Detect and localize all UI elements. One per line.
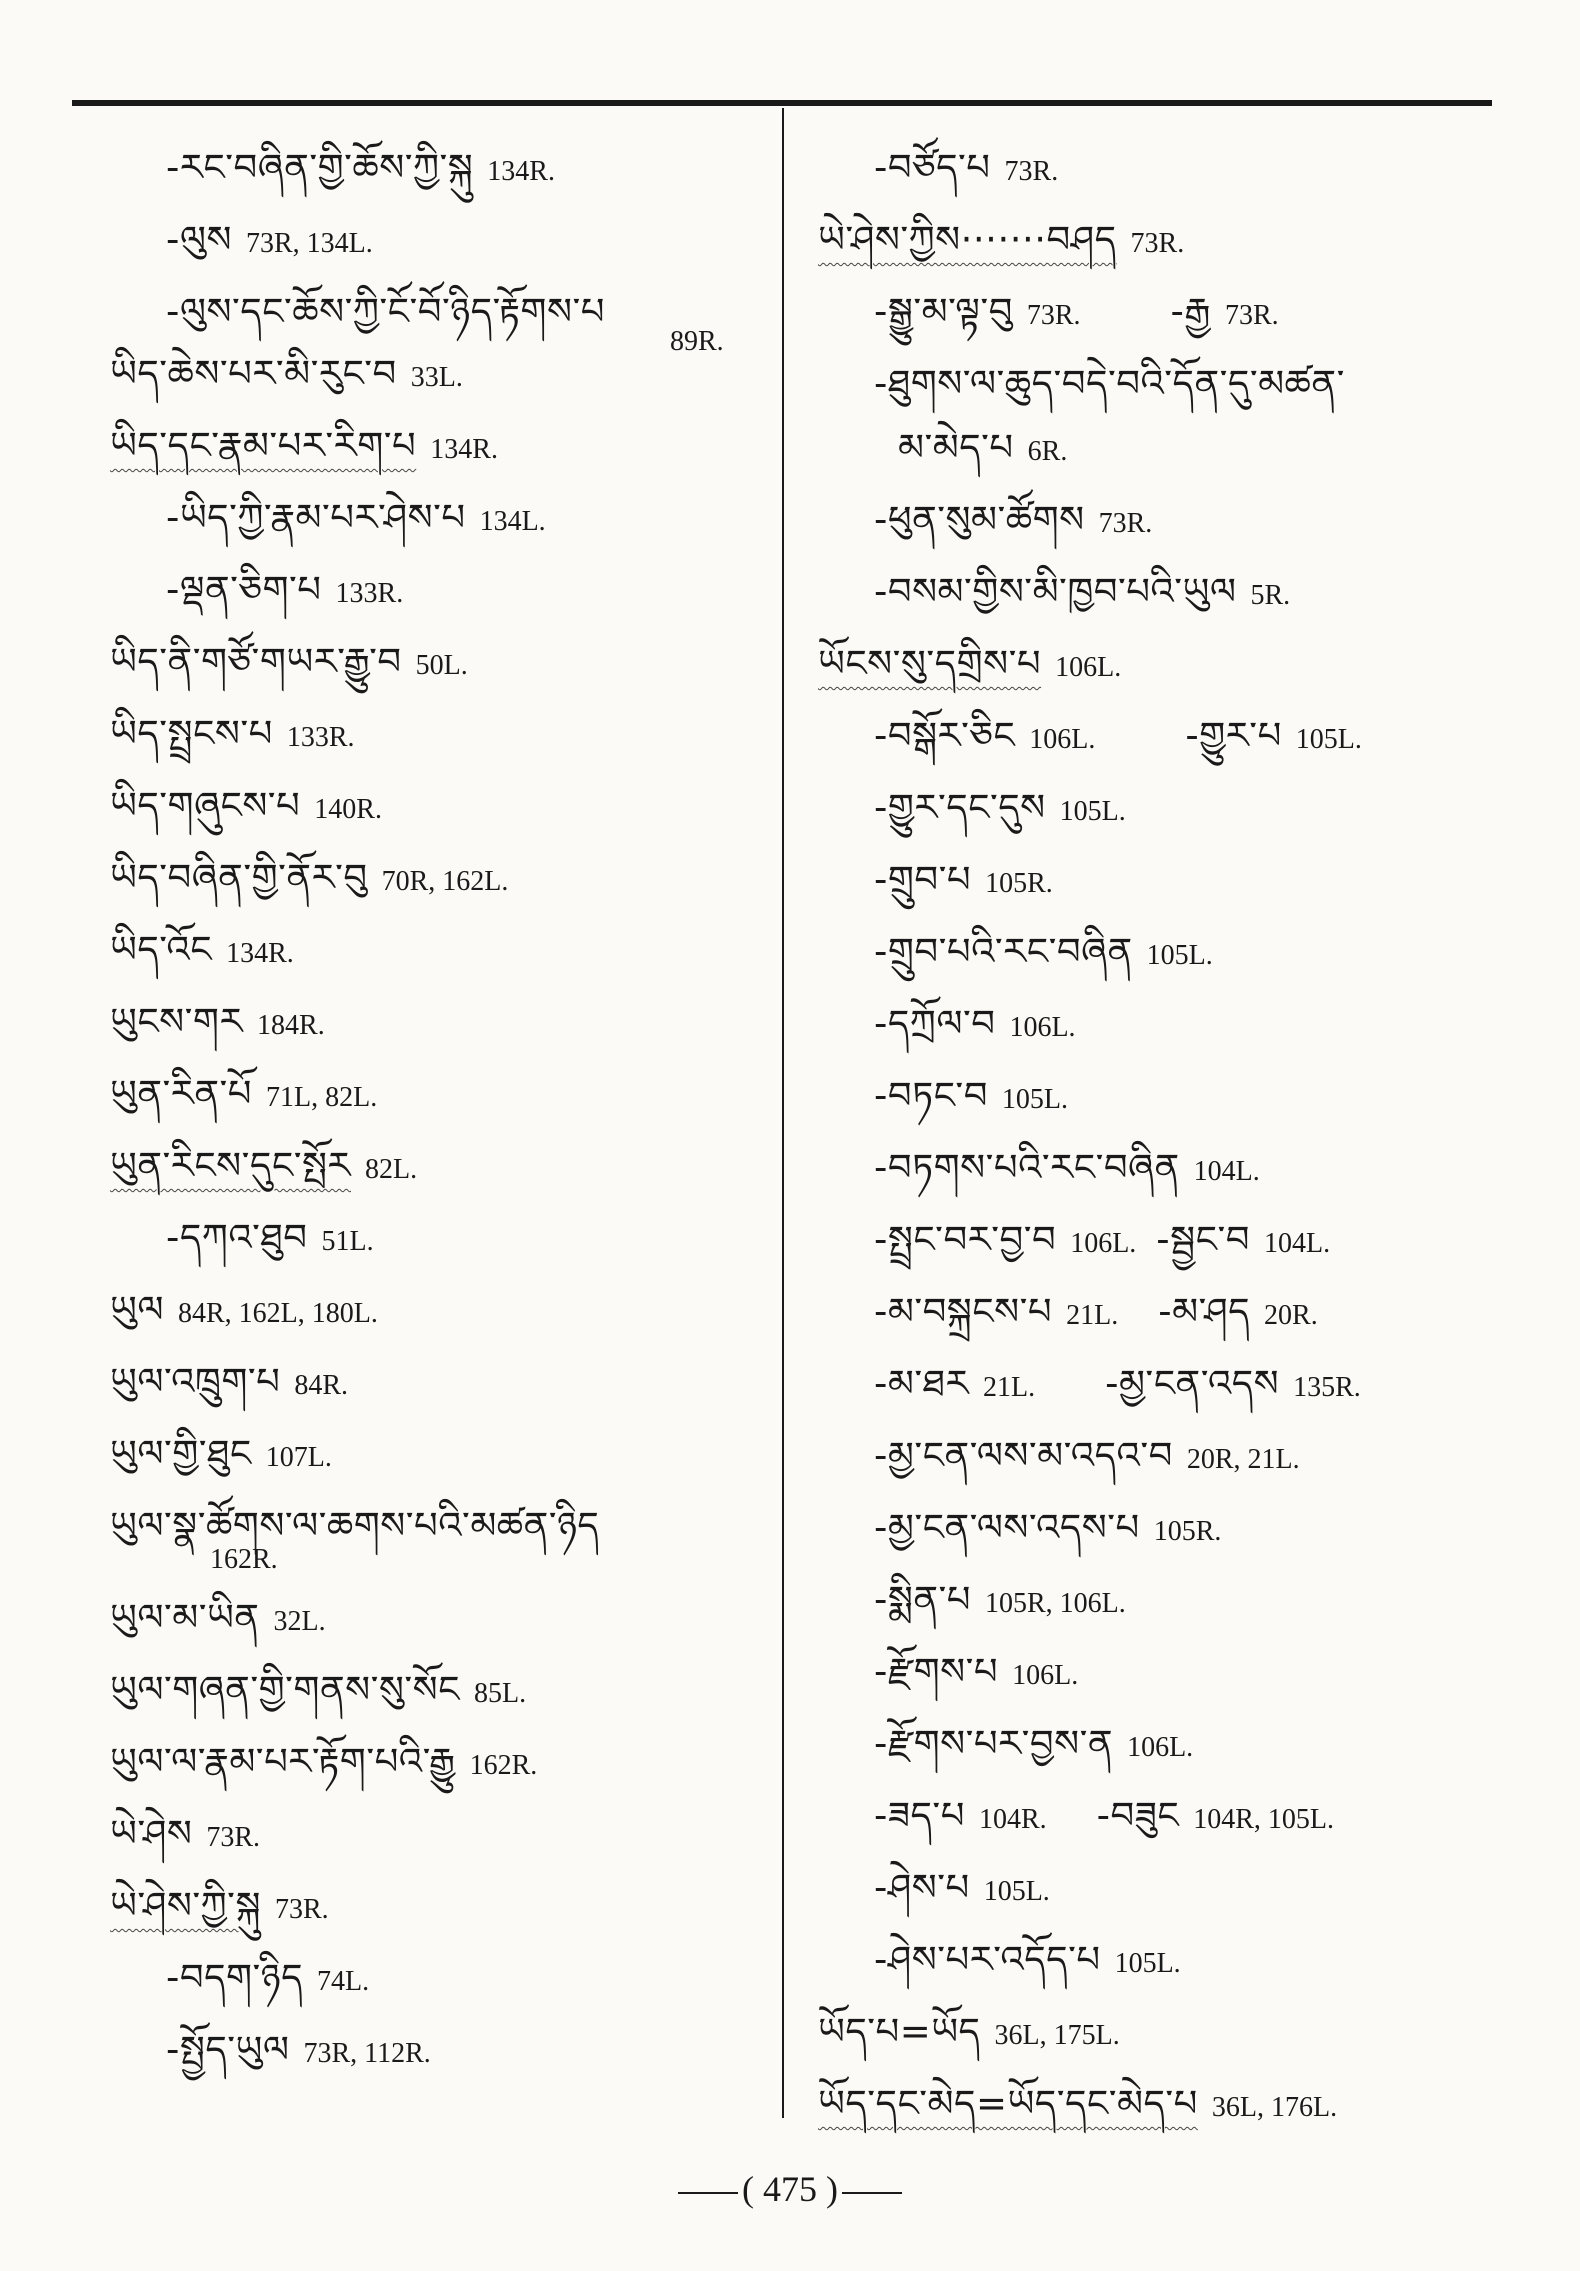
index-entry: ཡུལ་སྣ་ཚོགས་ལ་ཆགས་པའི་མཚན་ཉིད 162R. (110, 1504, 600, 1575)
index-entry: -ཐུགས་ལ་ཆུད་བདེ་བའི་དོན་དུ་མཚན་ (874, 362, 1345, 405)
index-entry: -རྫོགས་པ 106L. (874, 1650, 1079, 1693)
index-entry: ཡིད་གཞུངས་པ 140R. (110, 784, 382, 827)
column-divider (782, 108, 784, 2118)
index-entry: -གྱུར་དང་དུས 105L. (874, 786, 1126, 829)
page-number: ( 475 ) (0, 2168, 1580, 2210)
index-entry: -བསྒོར་ཅིང 106L. -གྱུར་པ 105L. (874, 714, 1362, 757)
index-entry: -ཡིད་ཀྱི་རྣམ་པར་ཤེས་པ 134L. (166, 496, 546, 539)
page-number-dash-left (678, 2192, 738, 2194)
index-entry: -ཤེས་པར་འདོད་པ 105L. (874, 1938, 1181, 1981)
index-entry: -ལྡན་ཅིག་པ 133R. (166, 568, 404, 611)
index-entry: -བཏང་བ 105L. (874, 1074, 1069, 1117)
index-entry: ཡོད་པ=ཡོད 36L, 175L. (818, 2010, 1120, 2053)
index-entry: ཡིད་ནི་གཙོ་གཡར་རྒྱུ་བ 50L. (110, 640, 468, 683)
index-entry: ཡུལ་འཁྲུག་པ 84R. (110, 1360, 349, 1403)
index-entry-continuation: མ་མེད་པ 6R. (898, 426, 1068, 469)
index-entry: -སྨིན་པ 105R, 106L. (874, 1578, 1126, 1621)
index-entry: ཡུན་རིན་པོ 71L, 82L. (110, 1072, 378, 1115)
index-entry: -ཟད་པ 104R. -བཟུང 104R, 105L. (874, 1794, 1334, 1837)
index-entry: -དཀྲོལ་བ 106L. (874, 1002, 1076, 1045)
index-entry: -མ་ཐར 21L. -མྱ་ངན་འདས 135R. (874, 1362, 1361, 1405)
index-entry: ཡུལ་མ་ཡིན 32L. (110, 1596, 326, 1639)
index-entry: ཡེ་ཤེས་ཀྱི་སྐུ 73R. (110, 1884, 329, 1927)
index-entry: -གྲུབ་པའི་རང་བཞིན 105L. (874, 930, 1213, 973)
index-entry: ཡིད་འོང 134R. (110, 928, 294, 971)
index-entry: ཡུན་རིངས་དུང་སྤོར 82L. (110, 1144, 418, 1187)
index-entry: -མ་བསྐྲངས་པ 21L. -མ་ཤད 20R. (874, 1290, 1318, 1333)
index-entry: ཡོངས་སུ་དགྲིས་པ 106L. (818, 642, 1122, 685)
index-entry: ཡིད་དང་རྣམ་པར་རིག་པ 134R. (110, 424, 498, 467)
index-entry: ཡེ་ཤེས་ཀྱིས·······བཤད 73R. (818, 218, 1185, 261)
index-entry: -མྱ་ངན་ལས་མ་འདའ་བ 20R, 21L. (874, 1434, 1300, 1477)
index-entry: -གྲུབ་པ 105R. (874, 858, 1053, 901)
index-entry: -ཤེས་པ 105L. (874, 1866, 1050, 1909)
index-entry: -བཙོད་པ 73R. (874, 146, 1059, 189)
left-column (110, 140, 760, 2094)
index-entry: ཡིད་ཆེས་པར་མི་རུང་བ 33L. (110, 352, 463, 395)
index-entry: -ཕུན་སུམ་ཚོགས 73R. (874, 498, 1153, 541)
index-entry: ཡིད་སྤྲངས་པ 133R. (110, 712, 355, 755)
index-entry: -དཀའ་ཐུབ 51L. (166, 1216, 374, 1259)
page-number-value: 475 (763, 2169, 817, 2209)
index-entry: -ལུས་དང་ཆོས་ཀྱི་ངོ་བོ་ཉིད་རྟོགས་པ 89R. (166, 290, 724, 357)
index-entry: -བཏགས་པའི་རང་བཞིན 104L. (874, 1146, 1260, 1189)
index-entry: -རྫོགས་པར་བྱས་ན 106L. (874, 1722, 1194, 1765)
index-entry: ཡེ་ཤེས 73R. (110, 1812, 261, 1855)
index-entry: ཡུལ་གྱི་ཐུང 107L. (110, 1432, 332, 1475)
index-entry: -བསམ་གྱིས་མི་ཁྱབ་པའི་ཡུལ 5R. (874, 570, 1291, 613)
index-entry: ཡུངས་གར 184R. (110, 1000, 325, 1043)
top-rule (72, 100, 1492, 106)
index-entry: -སྒྱུ་མ་ལྟ་བུ 73R. -རྒྱ 73R. (874, 290, 1279, 333)
index-entry: -སྤྲང་བར་བྱ་བ 106L. -སྦྱང་བ 104L. (874, 1218, 1331, 1261)
index-entry: -བདག་ཉིད 74L. (166, 1956, 370, 1999)
index-entry: ཡུལ 84R, 162L, 180L. (110, 1288, 378, 1331)
index-entry: ཡིད་བཞིན་གྱི་ནོར་བུ 70R, 162L. (110, 856, 509, 899)
page-number-dash-right (842, 2192, 902, 2194)
index-entry: ཡུལ་གཞན་གྱི་གནས་སུ་སོང 85L. (110, 1668, 527, 1711)
index-entry: -རང་བཞིན་གྱི་ཆོས་ཀྱི་སྐུ 134R. (166, 146, 555, 189)
index-entry: -སྤྱོད་ཡུལ 73R, 112R. (166, 2028, 431, 2071)
index-entry: -ལུས 73R, 134L. (166, 218, 373, 261)
index-entry: -མྱ་ངན་ལས་འདས་པ 105R. (874, 1506, 1222, 1549)
right-column (818, 140, 1478, 2148)
index-entry: ཡོད་དང་མེད=ཡོད་དང་མེད་པ 36L, 176L. (818, 2082, 1338, 2125)
index-entry: ཡུལ་ལ་རྣམ་པར་རྟོག་པའི་རྒྱུ 162R. (110, 1740, 538, 1783)
